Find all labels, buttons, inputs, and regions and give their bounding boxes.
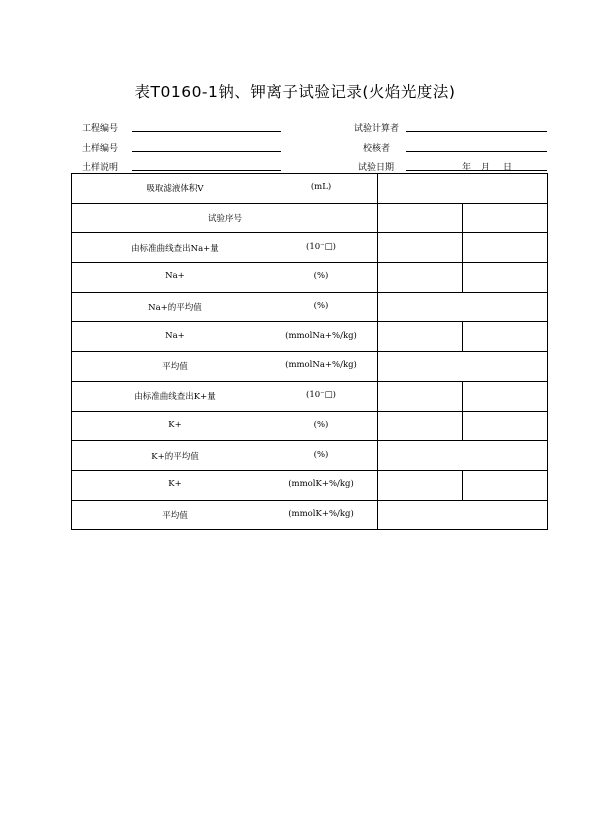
table-row — [72, 322, 548, 352]
table-row — [72, 470, 548, 500]
table-row — [72, 500, 548, 530]
value-cell[interactable] — [378, 203, 463, 233]
row-unit: (mmolK+%/kg) — [288, 479, 354, 490]
calculator-field[interactable] — [406, 131, 547, 132]
row-label: 吸取滤液体积V — [146, 184, 204, 195]
value-cell-merged[interactable] — [378, 500, 548, 530]
date-day-label: 日 — [503, 163, 513, 173]
value-cell[interactable] — [463, 322, 548, 352]
row-label: K+ — [168, 479, 182, 490]
record-table — [71, 173, 548, 530]
row-unit: (%) — [313, 419, 329, 430]
value-cell-merged[interactable] — [378, 292, 548, 322]
row-label: 平均值 — [162, 362, 188, 373]
value-cell[interactable] — [463, 411, 548, 441]
value-cell[interactable] — [463, 263, 548, 293]
row-unit: (10⁻□) — [306, 390, 336, 401]
row-unit: (mmolNa+%/kg) — [285, 330, 357, 341]
value-cell[interactable] — [463, 381, 548, 411]
row-label-cell — [72, 500, 378, 530]
table-row — [72, 441, 548, 471]
row-label: 由标准曲线查出K+量 — [134, 392, 216, 403]
table-row — [72, 411, 548, 441]
test-date-label: 试验日期 — [358, 163, 395, 173]
table-row — [72, 174, 548, 204]
soil-desc-label: 土样说明 — [82, 163, 119, 173]
row-unit: (mL) — [310, 182, 332, 193]
row-label: 试验序号 — [207, 214, 243, 225]
row-label: K+的平均值 — [151, 451, 199, 462]
page-title: 表T0160-1钠、钾离子试验记录(火焰光度法) — [134, 83, 456, 101]
table-row — [72, 381, 548, 411]
row-label: Na+ — [165, 271, 185, 282]
row-label: Na+的平均值 — [148, 303, 202, 314]
row-unit: (%) — [313, 271, 329, 282]
soil-no-field[interactable] — [132, 151, 281, 152]
row-label-cell — [72, 381, 378, 411]
row-unit: (mmolK+%/kg) — [288, 508, 354, 519]
row-label: 由标准曲线查出Na+量 — [131, 243, 219, 254]
row-label-cell — [72, 322, 378, 352]
value-cell-merged[interactable] — [378, 352, 548, 382]
row-label: K+ — [168, 419, 182, 430]
row-label: 平均值 — [162, 510, 188, 521]
calculator-label: 试验计算者 — [354, 124, 400, 134]
row-label-cell — [72, 292, 378, 322]
row-label-cell — [72, 441, 378, 471]
value-cell[interactable] — [378, 411, 463, 441]
value-cell[interactable] — [378, 322, 463, 352]
value-cell[interactable] — [378, 470, 463, 500]
project-no-field[interactable] — [132, 131, 281, 132]
value-cell-merged[interactable] — [378, 174, 548, 204]
date-month-label: 月 — [481, 163, 491, 173]
table-row — [72, 292, 548, 322]
value-cell[interactable] — [463, 233, 548, 263]
row-label-cell — [72, 470, 378, 500]
row-unit: (%) — [313, 449, 329, 460]
row-label-cell — [72, 203, 378, 233]
row-label-cell — [72, 263, 378, 293]
value-cell-merged[interactable] — [378, 441, 548, 471]
table-row — [72, 233, 548, 263]
value-cell[interactable] — [463, 470, 548, 500]
checker-label: 校核者 — [363, 144, 391, 154]
row-label-cell — [72, 174, 378, 204]
checker-field[interactable] — [406, 151, 547, 152]
table-row — [72, 203, 548, 233]
row-unit: (10⁻□) — [306, 241, 336, 252]
project-no-label: 工程编号 — [82, 124, 119, 134]
value-cell[interactable] — [463, 203, 548, 233]
value-cell[interactable] — [378, 233, 463, 263]
row-label-cell — [72, 411, 378, 441]
test-date-field[interactable] — [406, 170, 547, 171]
soil-desc-field[interactable] — [132, 170, 281, 171]
row-unit: (mmolNa+%/kg) — [285, 360, 357, 371]
soil-no-label: 土样编号 — [82, 144, 119, 154]
row-unit: (%) — [313, 301, 329, 312]
value-cell[interactable] — [378, 381, 463, 411]
row-label-cell — [72, 352, 378, 382]
row-label: Na+ — [165, 330, 185, 341]
table-row — [72, 263, 548, 293]
value-cell[interactable] — [378, 263, 463, 293]
table-row — [72, 352, 548, 382]
date-year-label: 年 — [462, 163, 472, 173]
row-label-cell — [72, 233, 378, 263]
